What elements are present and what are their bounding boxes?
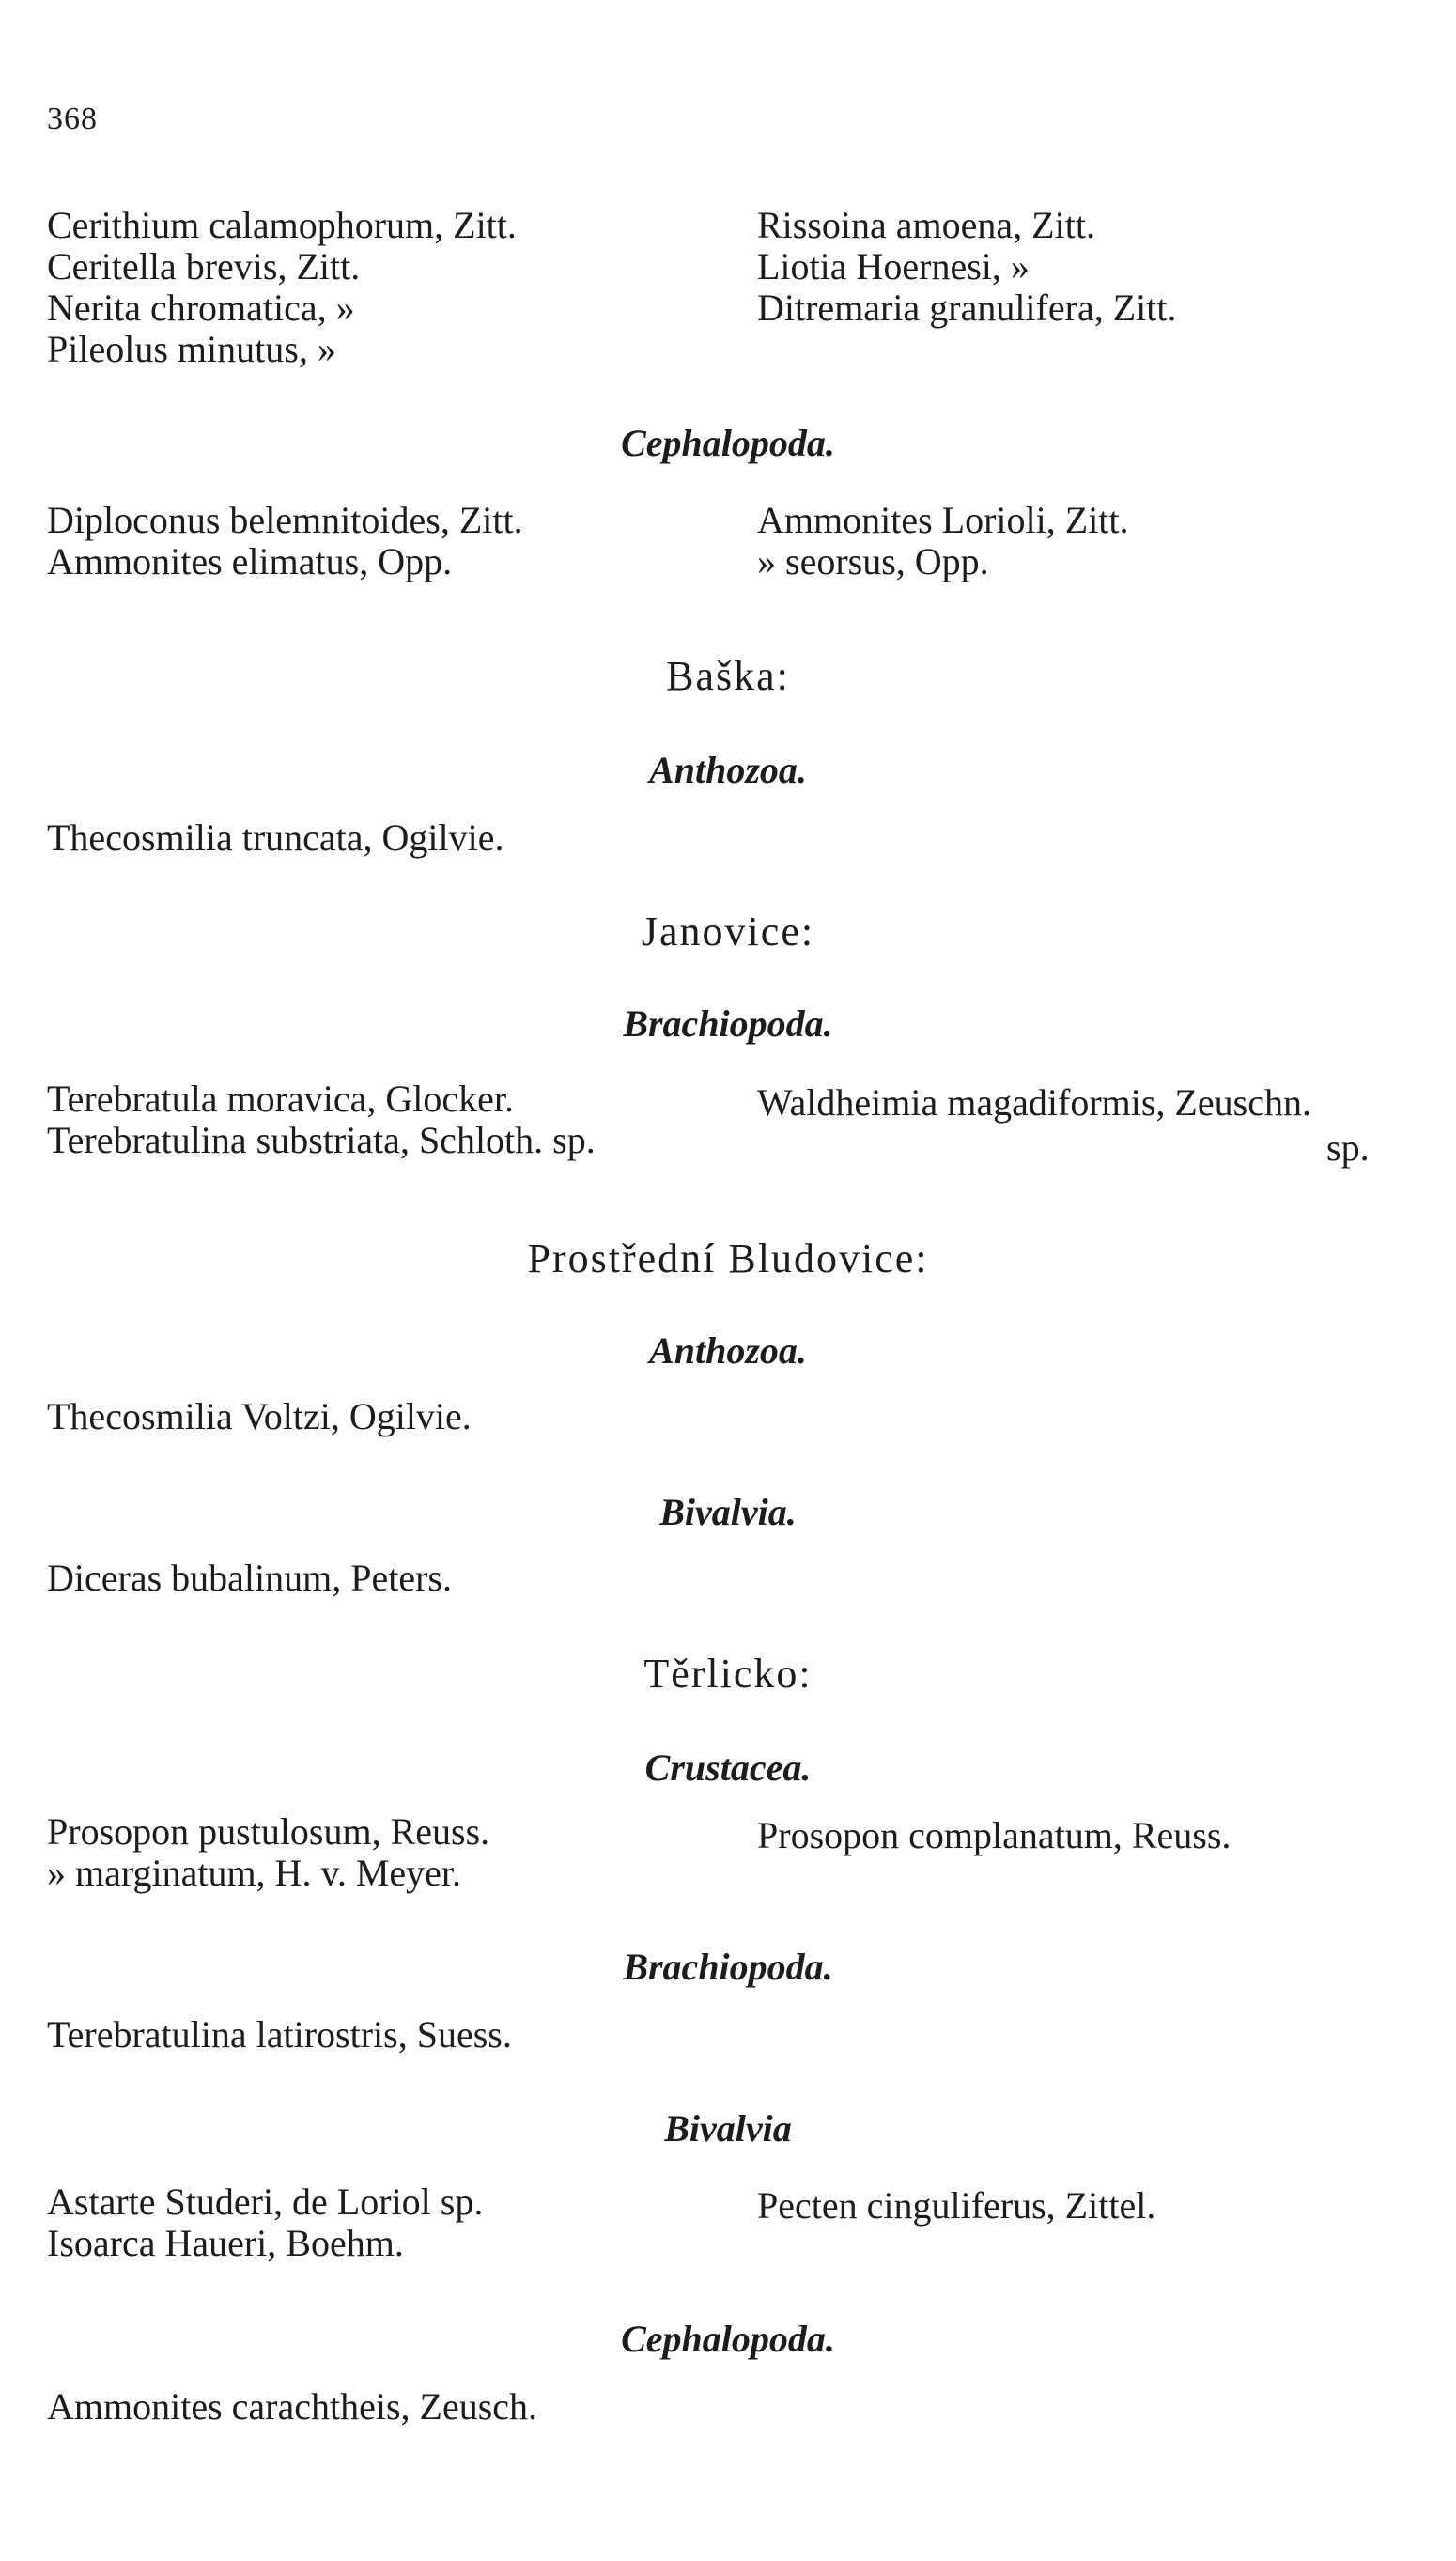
species-entry: Ceritella brevis, Zitt. bbox=[47, 245, 361, 287]
species-entry: Cerithium calamophorum, Zitt. bbox=[47, 204, 517, 246]
species-entry: Prosopon pustulosum, Reuss. bbox=[47, 1810, 490, 1853]
species-entry: Rissoina amoena, Zitt. bbox=[757, 204, 1095, 246]
species-entry: Liotia Hoernesi, » bbox=[757, 245, 1030, 287]
species-entry: Waldheimia magadiformis, Zeuschn. bbox=[757, 1081, 1311, 1124]
page-number: 368 bbox=[47, 101, 98, 136]
section-heading-bivalvia: Bivalvia. bbox=[659, 1491, 797, 1533]
species-entry: » marginatum, H. v. Meyer. bbox=[47, 1852, 462, 1894]
species-entry: Ammonites elimatus, Opp. bbox=[47, 540, 453, 582]
species-entry: Nerita chromatica, » bbox=[47, 287, 355, 329]
species-entry: Diceras bubalinum, Peters. bbox=[47, 1557, 452, 1599]
section-heading-brachiopoda: Brachiopoda. bbox=[623, 1946, 833, 1988]
species-entry: Isoarca Haueri, Boehm. bbox=[47, 2222, 404, 2264]
species-entry: sp. bbox=[1326, 1126, 1370, 1169]
section-heading-cephalopoda: Cephalopoda. bbox=[621, 2318, 835, 2360]
section-heading-anthozoa: Anthozoa. bbox=[649, 1329, 807, 1372]
species-entry: Terebratulina latirostris, Suess. bbox=[47, 2013, 512, 2056]
location-heading-trlicko: Těrlicko: bbox=[643, 1651, 813, 1697]
location-heading-janovice: Janovice: bbox=[641, 908, 815, 955]
species-entry: Thecosmilia truncata, Ogilvie. bbox=[47, 816, 504, 859]
section-heading-bivalvia: Bivalvia bbox=[664, 2107, 792, 2150]
species-entry: Terebratulina substriata, Schloth. sp. bbox=[47, 1119, 596, 1161]
section-heading-cephalopoda: Cephalopoda. bbox=[621, 422, 835, 464]
species-entry: Prosopon complanatum, Reuss. bbox=[757, 1814, 1231, 1856]
section-heading-anthozoa: Anthozoa. bbox=[649, 749, 807, 791]
species-entry: Ammonites carachtheis, Zeusch. bbox=[47, 2385, 538, 2428]
species-entry: Ammonites Lorioli, Zitt. bbox=[757, 499, 1129, 541]
species-entry: Astarte Studeri, de Loriol sp. bbox=[47, 2181, 484, 2223]
section-heading-brachiopoda: Brachiopoda. bbox=[623, 1002, 833, 1045]
location-heading-baska: Baška: bbox=[666, 653, 790, 699]
location-heading-bludovice: Prostřední Bludovice: bbox=[527, 1235, 929, 1281]
species-entry: Terebratula moravica, Glocker. bbox=[47, 1078, 514, 1120]
species-entry: Diploconus belemnitoides, Zitt. bbox=[47, 499, 523, 541]
species-entry: Ditremaria granulifera, Zitt. bbox=[757, 287, 1177, 329]
species-entry: Pecten cinguliferus, Zittel. bbox=[757, 2184, 1156, 2227]
species-entry: Pileolus minutus, » bbox=[47, 328, 336, 370]
species-entry: » seorsus, Opp. bbox=[757, 540, 989, 582]
section-heading-crustacea: Crustacea. bbox=[644, 1746, 812, 1789]
species-entry: Thecosmilia Voltzi, Ogilvie. bbox=[47, 1395, 472, 1437]
